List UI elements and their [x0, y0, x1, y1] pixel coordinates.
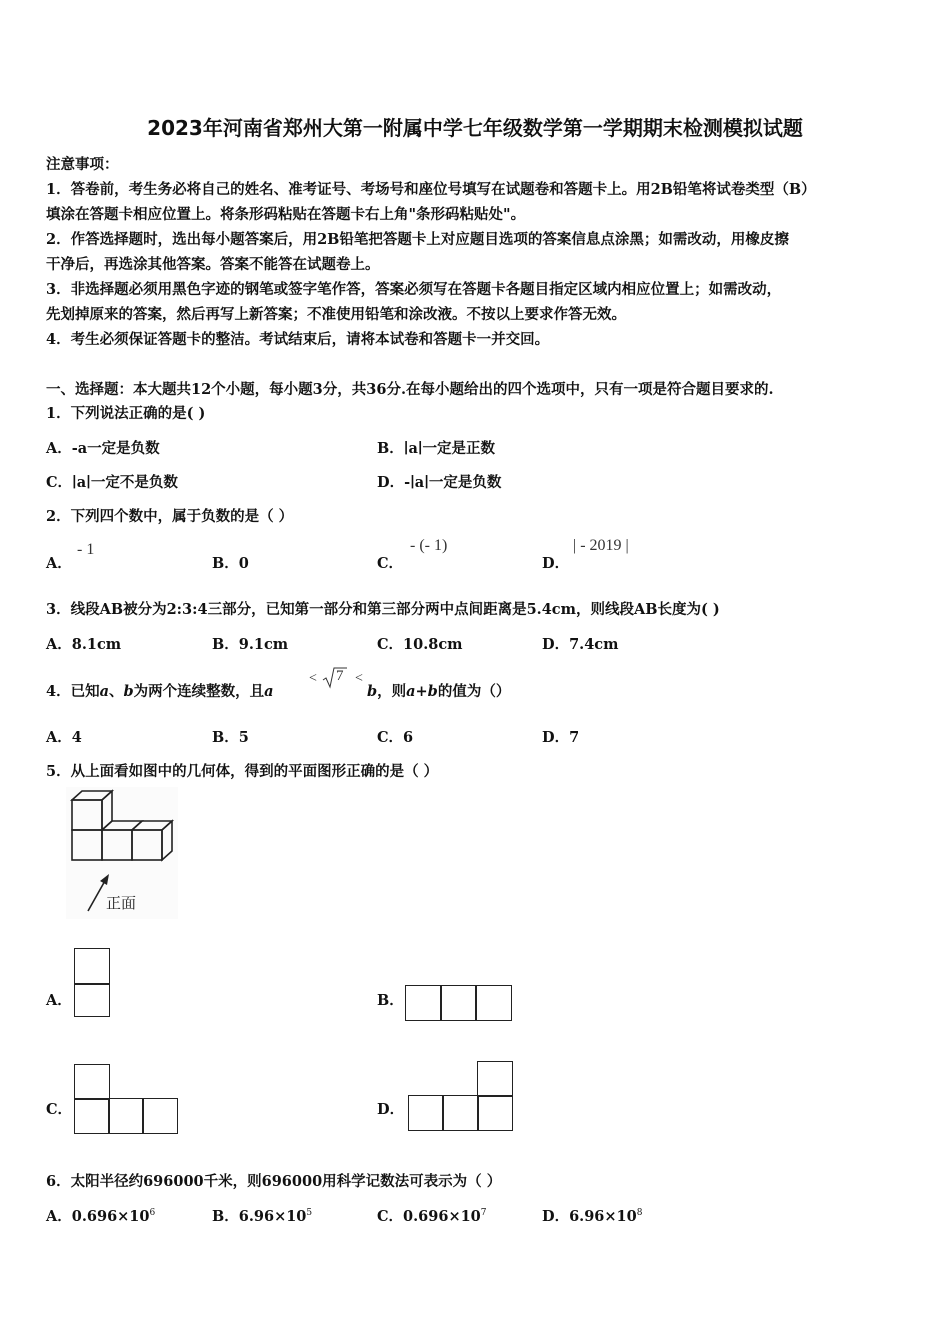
question-4-stem-end [367, 680, 510, 701]
option-d-square [442, 1095, 479, 1131]
notice-line: 1．答卷前，考生务必将自己的姓名、准考证号、考场号和座位号填写在试题卷和答题卡上。用2B铅笔将试卷类型（B） [46, 181, 816, 198]
section-heading: 一、选择题：本大题共12个小题，每小题3分，共36分.在每小题给出的四个选项中，只有一项是符合题目要求的. [46, 381, 774, 398]
question-3-stem: 3．线段AB被分为2:3:4三部分，已知第一部分和第三部分两中点间距离是5.4cm，则线段AB长度为( ) [46, 601, 720, 618]
option-a-square [74, 948, 110, 985]
q4-ineq-b: b [367, 683, 378, 700]
notice-line: 先划掉原来的答案，然后再写上新答案；不准使用铅笔和涂改液。不按以上要求作答无效。 [46, 306, 626, 323]
notice-line: 4．考生必须保证答题卡的整洁。考试结束后，请将本试卷和答题卡一并交回。 [46, 331, 550, 348]
q5-option-c-label: C． [46, 1101, 73, 1118]
q1-option-d: D．-∣a∣一定是负数 [377, 474, 502, 491]
q4-stem-pre: 4．已知 [46, 683, 100, 700]
sqrt-symbol [322, 666, 348, 690]
q4-stem-mid: 为两个连续整数，且 [133, 683, 265, 700]
q6-a-base: A．0.696×10 [46, 1208, 150, 1225]
q3-option-c: C．10.8cm [377, 636, 463, 653]
q4-option-a: A．4 [46, 729, 82, 746]
q4-option-c: C．6 [377, 729, 414, 746]
notice-heading: 注意事项： [46, 156, 119, 173]
q5-option-d-label: D． [377, 1101, 405, 1118]
q6-c-exp: 7 [480, 1208, 487, 1219]
question-1-stem: 1．下列说法正确的是( ) [46, 405, 206, 422]
q3-option-d: D．7.4cm [542, 636, 619, 653]
question-6-stem: 6．太阳半径约696000千米，则696000用科学记数法可表示为（ ） [46, 1173, 502, 1190]
question-4-stem [46, 680, 274, 701]
option-b-square [475, 985, 512, 1021]
option-a-square [74, 983, 110, 1017]
q6-option-a [46, 1205, 155, 1226]
q1-option-b: B．∣a∣一定是正数 [377, 440, 496, 457]
question-2-stem: 2．下列四个数中，属于负数的是（ ） [46, 508, 294, 525]
q5-option-b-label: B． [377, 992, 404, 1009]
notice-line: 2．作答选择题时，选出每小题答案后，用2B铅笔把答题卡上对应题目选项的答案信息点涂黑；如需改动，用橡皮擦 [46, 231, 789, 248]
option-d-square [477, 1095, 513, 1131]
option-c-square [74, 1098, 110, 1134]
notice-line: 填涂在答题卡相应位置上。将条形码粘贴在答题卡右上角"条形码粘贴处"。 [46, 206, 526, 223]
question-5-stem: 5．从上面看如图中的几何体，得到的平面图形正确的是（ ） [46, 763, 439, 780]
q3-option-b: B．9.1cm [212, 636, 289, 653]
q2-option-a-value: - 1 [77, 541, 95, 558]
q6-d-base: D．6.96×10 [542, 1208, 637, 1225]
option-d-square [408, 1095, 444, 1131]
q2-option-d-value: | - 2019 | [573, 537, 629, 554]
q6-option-b [212, 1205, 312, 1226]
q4-stem-end: 的值为（） [437, 683, 511, 700]
option-d-square [477, 1061, 513, 1097]
front-label: 正面 [106, 894, 137, 912]
q2-option-b: B．0 [212, 555, 249, 572]
q6-option-d [542, 1205, 642, 1226]
q4-radicand: 7 [336, 668, 344, 684]
notice-line: 干净后，再选涂其他答案。答案不能答在试题卷上。 [46, 256, 380, 273]
option-c-square [74, 1064, 110, 1100]
q4-ineq-a: a [264, 683, 274, 700]
cube-solid-figure [66, 787, 178, 919]
q4-sep: 、 [109, 683, 124, 700]
notice-line: 3．非选择题必须用黑色字迹的钢笔或签字笔作答，答案必须写在答题卡各题目指定区域内相应位置上；如需改动， [46, 281, 782, 298]
option-b-square [440, 985, 477, 1021]
q3-option-a: A．8.1cm [46, 636, 122, 653]
q6-a-exp: 6 [149, 1208, 156, 1219]
page-title: 2023年河南省郑州大第一附属中学七年级数学第一学期期末检测模拟试题 [147, 116, 803, 140]
q2-option-a-label: A． [46, 555, 72, 572]
option-c-square [142, 1098, 178, 1134]
q6-option-c [377, 1205, 487, 1226]
q6-b-base: B．6.96×10 [212, 1208, 307, 1225]
q4-option-d: D．7 [542, 729, 580, 746]
q6-c-base: C．0.696×10 [377, 1208, 481, 1225]
q4-var-a: a [99, 683, 109, 700]
q4-option-b: B．5 [212, 729, 249, 746]
q4-less-than-2: < [355, 671, 363, 686]
q4-stem-mid2: ，则 [377, 683, 407, 700]
q6-d-exp: 8 [636, 1208, 643, 1219]
q4-var-b: b [123, 683, 134, 700]
option-c-square [108, 1098, 144, 1134]
option-b-square [405, 985, 442, 1021]
q5-option-a-label: A． [46, 992, 72, 1009]
q2-option-c-label: C． [377, 555, 404, 572]
q4-sum: a+b [406, 683, 438, 700]
q2-option-d-label: D． [542, 555, 570, 572]
q6-b-exp: 5 [306, 1208, 313, 1219]
q1-option-a: A．-a一定是负数 [46, 440, 160, 457]
q2-option-c-value: - (- 1) [410, 537, 448, 554]
q4-less-than-1: < [309, 671, 317, 686]
q1-option-c: C．∣a∣一定不是负数 [46, 474, 178, 491]
